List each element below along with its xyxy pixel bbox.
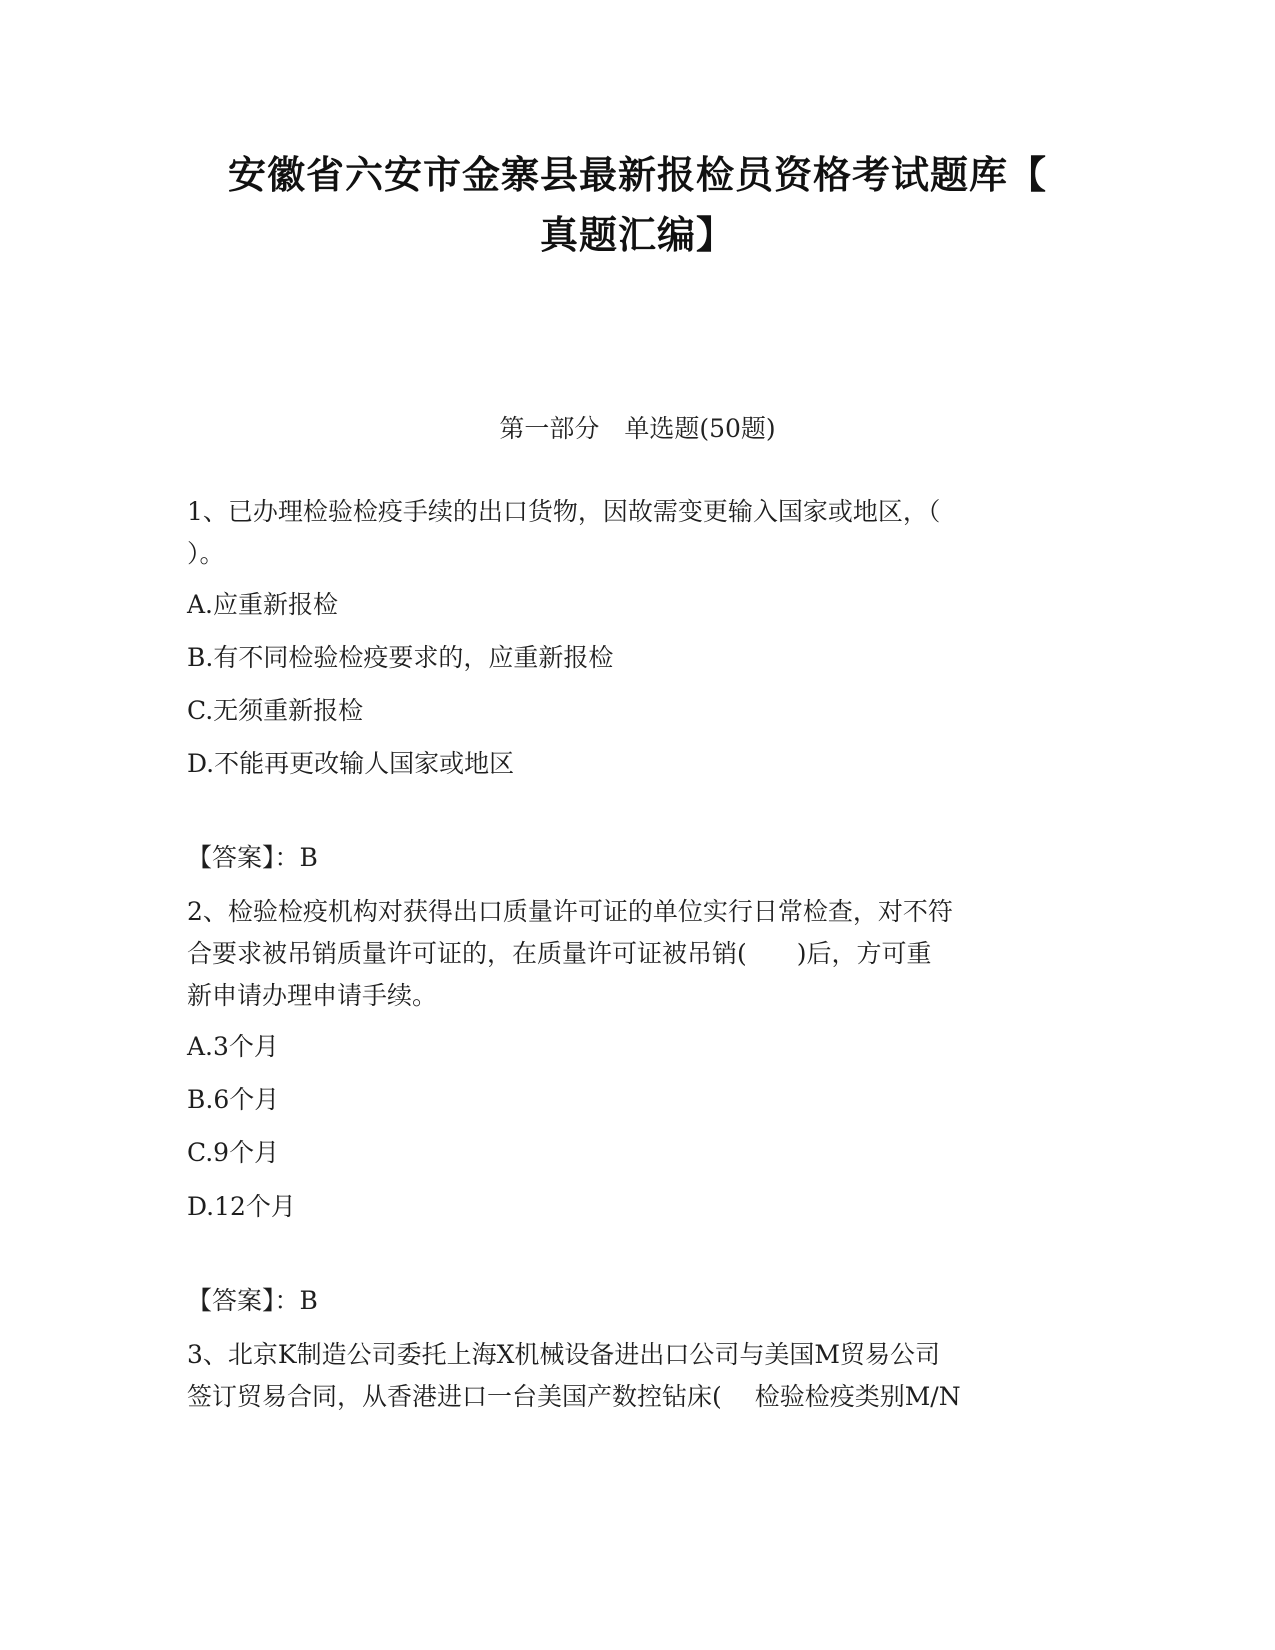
question-2-stem-line-3: 新申请办理申请手续。 [187, 981, 438, 1010]
question-2-stem-line-2: 合要求被吊销质量许可证的，在质量许可证被吊销( )后，方可重 [187, 939, 932, 968]
section-heading: 第一部分 单选题(50题) [499, 414, 776, 443]
question-2-answer: 【答案】：B [187, 1286, 318, 1315]
question-2-stem-line-1: 2、检验检疫机构对获得出口质量许可证的单位实行日常检查，对不符 [187, 897, 953, 926]
document-title-line-1: 安徽省六安市金寨县最新报检员资格考试题库【 [227, 153, 1047, 197]
question-2-option-a: A.3个月 [187, 1032, 279, 1061]
question-1-option-b: B.有不同检验检疫要求的，应重新报检 [187, 643, 614, 672]
question-3-stem-line-2: 签订贸易合同，从香港进口一台美国产数控钻床( 检验检疫类别M/N [187, 1382, 961, 1411]
question-1-option-c: C.无须重新报检 [187, 696, 364, 725]
question-1-stem-line-1: 1、已办理检验检疫手续的出口货物，因故需变更输入国家或地区，（ [187, 497, 941, 526]
question-2-option-c: C.9个月 [187, 1138, 280, 1167]
question-1-option-a: A.应重新报检 [187, 590, 339, 619]
question-1-answer: 【答案】：B [187, 843, 318, 872]
document-title-line-2: 真题汇编】 [539, 213, 735, 257]
question-2-option-b: B.6个月 [187, 1085, 280, 1114]
question-1-option-d: D.不能再更改输人国家或地区 [187, 749, 515, 778]
question-3-stem-line-1: 3、北京K制造公司委托上海X机械设备进出口公司与美国M贸易公司 [187, 1340, 940, 1369]
question-2-option-d: D.12个月 [187, 1192, 296, 1221]
question-1-stem-line-2: ）。 [187, 539, 225, 568]
document-title [170, 145, 1105, 265]
